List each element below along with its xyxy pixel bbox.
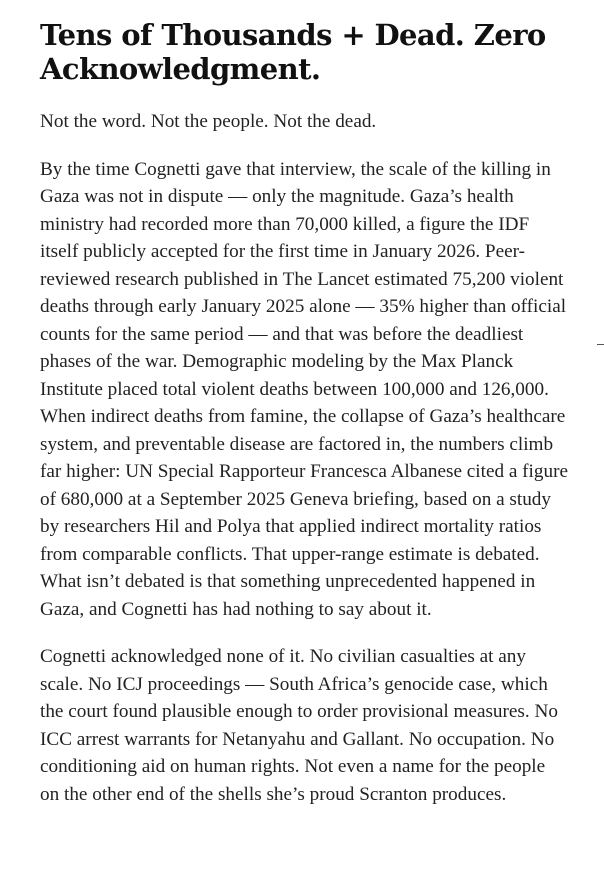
scroll-edge-marker bbox=[597, 344, 604, 345]
article-paragraph-3: Cognetti acknowledged none of it. No civilian casualties at any scale. No ICJ proceedings — South Africa’s genocide case, which the court found plausible enough to order provisional measures. No ICC arrest warrants for Netanyahu and Gallant. No occupation. No conditioning aid on human rights. Not even a name for the people on the other end of the shells she’s proud Scranton produces. bbox=[40, 646, 558, 805]
article-paragraph-2: By the time Cognetti gave that interview, the scale of the killing in Gaza was not in dispute — only the magnitude. Gaza’s health ministry had recorded more than 70,000 killed, a figure the IDF itself publicly accepted for the first time in January 2026. Peer-reviewed research published in The Lancet estimated 75,200 violent deaths through early January 2025 alone — 35% higher than official counts for the same period — and that was before the deadliest phases of the war. Demographic modeling by the Max Planck Institute placed total violent deaths between 100,000 and 126,000. When indirect deaths from famine, the collapse of Gaza’s healthcare system, and preventable disease are factored in, the numbers climb far higher: UN Special Rapporteur Francesca Albanese cited a figure of 680,000 at a September 2025 Geneva briefing, based on a study by researchers Hil and Polya that applied indirect mortality ratios from comparable conflicts. That upper-range estimate is debated. What isn’t debated is that something unprecedented happened in Gaza, and Cognetti has had nothing to say about it. bbox=[40, 158, 568, 620]
article-paragraph-1: Not the word. Not the people. Not the dead. bbox=[40, 111, 377, 132]
article-body bbox=[40, 18, 568, 808]
article-headline: Tens of Thousands + Dead. Zero Acknowledgment. bbox=[40, 18, 546, 86]
